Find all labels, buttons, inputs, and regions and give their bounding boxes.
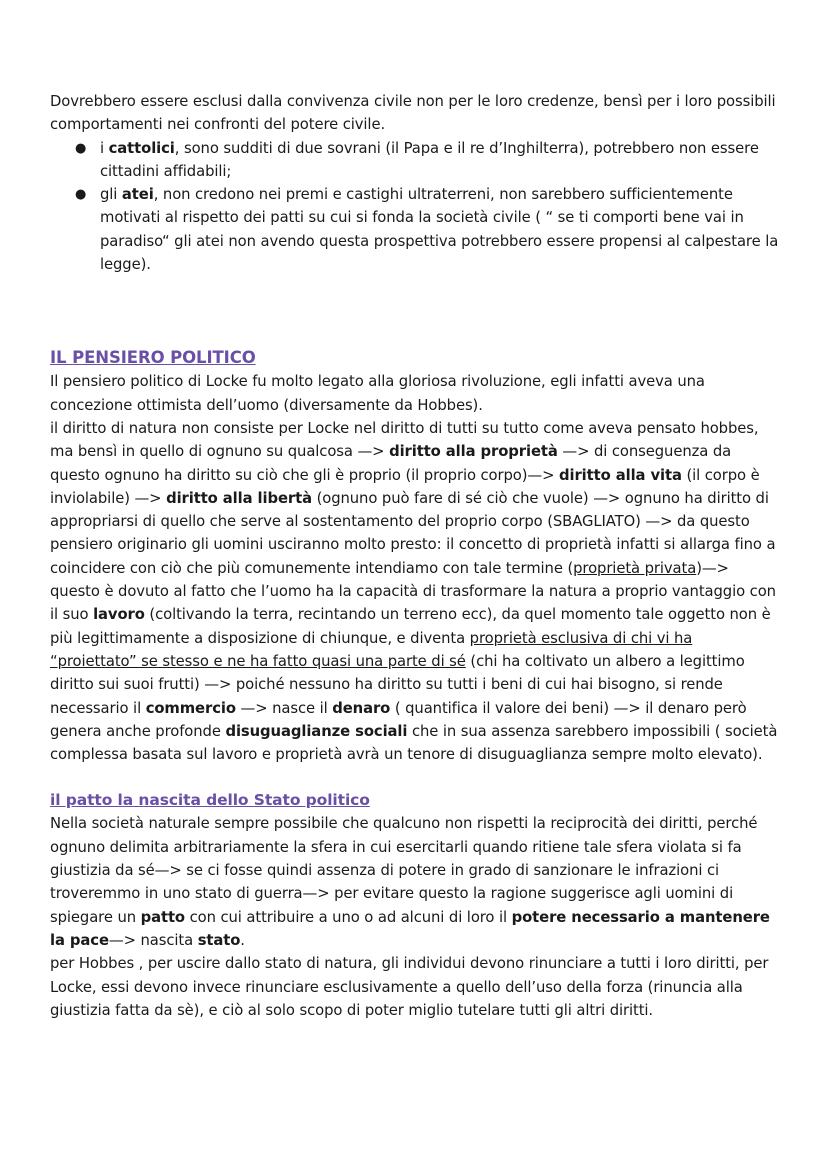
- section1-paragraph-2: [50, 417, 780, 766]
- section-heading-patto-stato: il patto la nascita dello Stato politico: [50, 791, 370, 810]
- bullet-bold-term: cattolici: [108, 139, 175, 157]
- text-run: che in sua assenza sarebbero impossibili ( società complessa basata sul lavoro e proprietà avrà un tenore di disuguaglianza sempre molto elevato).: [50, 722, 778, 764]
- bold-term: potere necessario a mantenere la pace: [50, 908, 770, 949]
- text-run: il diritto di natura non consiste per Locke nel diritto di tutti su tutto come aveva pensato hobbes, ma bensì in quello di ognuno su qualcosa —>: [50, 419, 759, 461]
- text-run: (ognuno può fare di sé ciò che vuole) —> ognuno ha diritto di appropriarsi di quello che serve al sostentamento del proprio corpo (SBAGLIATO) —> da questo pensiero originario gli uomini usciranno molto presto: il concetto di proprietà infatti si allarga fino a coincidere con ciò che più comunemente intendiamo con tale termine (: [50, 489, 776, 577]
- bullet-text: gli: [100, 186, 122, 204]
- text-run: (coltivando la terra, recintando un terreno ecc), da quel momento tale oggetto non è più legittimamente a disposizione di chiunque, e diventa: [50, 606, 771, 647]
- bullet-item-cattolici: [75, 137, 780, 184]
- text-run: (chi ha coltivato un albero a legittimo diritto sui suoi frutti) —> poiché nessuno ha diritto su tutti i beni di cui hai bisogno, si rende necessario il: [50, 652, 745, 717]
- section-heading-pensiero-politico: IL PENSIERO POLITICO: [50, 348, 256, 368]
- bullet-dot-icon: ●: [75, 187, 87, 203]
- bold-term: disuguaglianze sociali: [225, 722, 408, 740]
- bullet-bold-term: atei: [121, 186, 154, 204]
- text-run: .: [240, 931, 245, 949]
- bullet-text: i: [100, 139, 109, 157]
- bold-term: patto: [140, 908, 185, 926]
- bullet-dot-icon: ●: [75, 140, 87, 156]
- text-run: )—> questo è dovuto al fatto che l’uomo ha la capacità di trasformare la natura a proprio vantaggio con il suo: [50, 559, 776, 624]
- bullet-item-atei: [75, 183, 780, 276]
- text-run: con cui attribuire a uno o ad alcuni di loro il: [185, 908, 512, 926]
- document-page: [50, 90, 780, 1022]
- text-run: —> nasce il: [235, 699, 333, 717]
- bold-term: commercio: [145, 699, 236, 717]
- bold-term: diritto alla proprietà: [389, 443, 558, 461]
- text-run: —> nascita: [108, 931, 198, 949]
- bullet-list: [50, 137, 780, 277]
- text-run: Nella società naturale sempre possibile che qualcuno non rispetti la reciprocità dei diritti, perché ognuno delimita arbitrariamente la sfera in cui esercitarli quando ritiene tale sfera violata si fa giustizia da sé—> se ci fosse quindi assenza di potere in grado di sanzionare le infrazioni ci troveremmo in uno stato di guerra—> per evitare questo la ragione suggerisce agli uomini di spiegare un: [50, 815, 758, 926]
- bullet-text: , sono sudditi di due sovrani (il Papa e il re d’Inghilterra), potrebbero non essere cittadini affidabili;: [100, 139, 759, 180]
- text-run: ( quantifica il valore dei beni) —> il denaro però genera anche profonde: [50, 699, 747, 740]
- bold-term: diritto alla vita: [559, 466, 682, 484]
- section2-paragraph-1: [50, 812, 780, 952]
- bold-term: stato: [197, 931, 241, 949]
- bold-term: diritto alla libertà: [166, 489, 312, 507]
- text-run: —> di conseguenza da questo ognuno ha diritto su ciò che gli è proprio (il proprio corpo)—>: [50, 443, 732, 484]
- text-run: (il corpo è inviolabile) —>: [50, 466, 760, 507]
- bold-term: lavoro: [93, 606, 145, 624]
- section1-paragraph-1: Il pensiero politico di Locke fu molto legato alla gloriosa rivoluzione, egli infatti aveva una concezione ottimista dell’uomo (diversamente da Hobbes).: [50, 373, 705, 414]
- underlined-term: proprietà privata: [573, 559, 697, 577]
- bold-term: denaro: [332, 699, 391, 717]
- bullet-text: , non credono nei premi e castighi ultraterreni, non sarebbero sufficientemente motivati al rispetto dei patti su cui si fonda la società civile ( “ se ti comporti bene vai in paradiso“ gli atei non avendo questa prospettiva potrebbero essere propensi al calpestare la legge).: [100, 186, 779, 274]
- intro-paragraph: Dovrebbero essere esclusi dalla convivenza civile non per le loro credenze, bensì per i loro possibili comportamenti nei confronti del potere civile.: [50, 93, 776, 134]
- section2-paragraph-2: per Hobbes , per uscire dallo stato di natura, gli individui devono rinunciare a tutti i loro diritti, per Locke, essi devono invece rinunciare esclusivamente a quello dell’uso della forza (rinuncia alla giustizia fatta da sè), e ciò al solo scopo di poter miglio tutelare tutti gli altri diritti.: [50, 955, 769, 1019]
- underlined-phrase: proprietà esclusiva di chi vi ha “proiettato” se stesso e ne ha fatto quasi una parte di sé: [50, 629, 693, 670]
